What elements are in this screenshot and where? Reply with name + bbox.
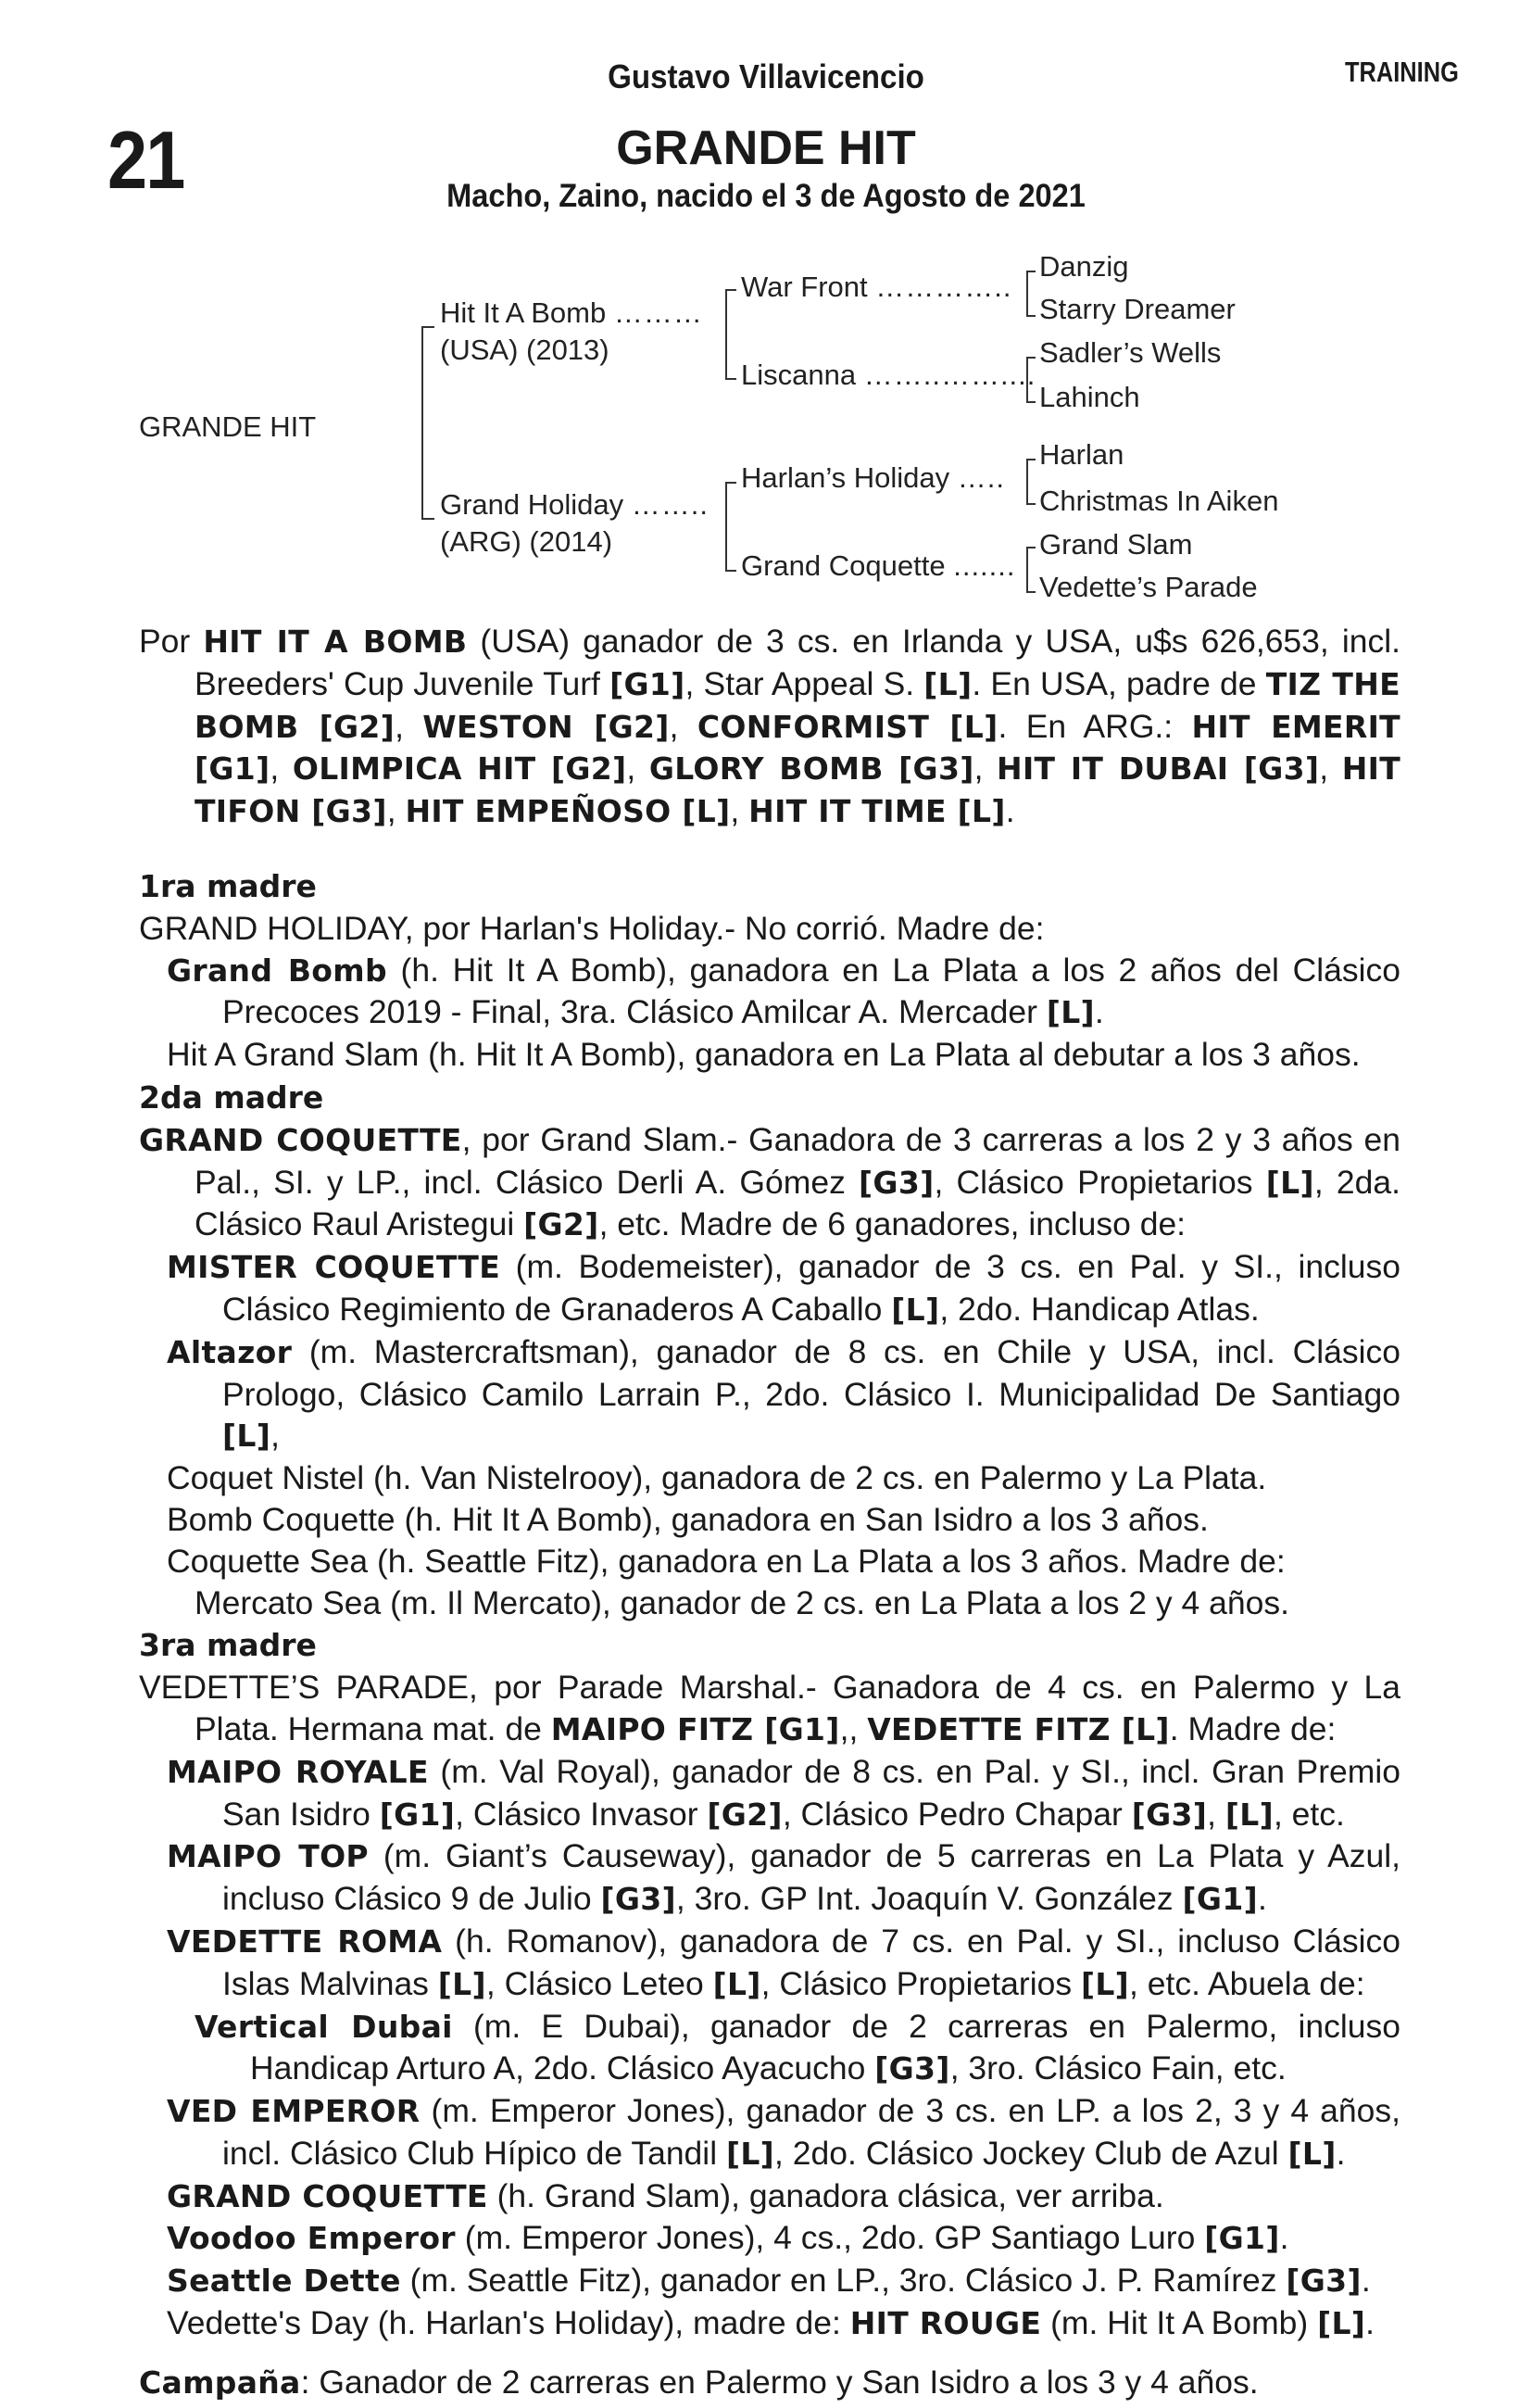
produce-entry: Hit A Grand Slam (h. Hit It A Bomb), ganadora en La Plata al debutar a los 3 años. xyxy=(167,1036,1361,1074)
pedigree-ancestor: Vedette’s Parade xyxy=(1039,571,1258,603)
campaign-label: Campaña xyxy=(139,2364,301,2401)
dam-origin: (ARG) (2014) xyxy=(440,525,613,558)
horse-name: GRANDE HIT xyxy=(616,121,916,175)
produce-entry: VEDETTE ROMA (h. Romanov), ganadora de 7 cs. en Pal. y SI., incluso Clásico Islas Malvinas [L], Clásico Leteo [L], Clásico Propietarios [L], etc. Abuela de: xyxy=(167,1922,1400,2002)
pedigree-ancestor: Harlan xyxy=(1039,438,1124,471)
third-dam-intro: VEDETTE’S PARADE, por Parade Marshal.- Ganadora de 4 cs. en Palermo y La Plata. Hermana mat. de MAIPO FITZ [G1],, VEDETTE FITZ [L]. Madre de: xyxy=(139,1669,1400,1747)
pedigree-bracket-sd xyxy=(1026,357,1036,403)
produce-entry: Coquette Sea (h. Seattle Fitz), ganadora en La Plata a los 3 años. Madre de: xyxy=(167,1542,1286,1580)
produce-entry: Vedette's Day (h. Harlan's Holiday), madre de: HIT ROUGE (m. Hit It A Bomb) [L]. xyxy=(167,2304,1375,2342)
catalogue-body xyxy=(139,621,1400,2404)
pedigree-bracket-dd xyxy=(1026,547,1036,593)
pedigree-dam: Grand Holiday …….. xyxy=(440,488,709,521)
pedigree-dam-dam: Grand Coquette ....... xyxy=(741,549,1016,582)
produce-entry: MAIPO ROYALE (m. Val Royal), ganador de 8 cs. en Pal. y SI., incl. Gran Premio San Isidro [G1], Clásico Invasor [G2], Clásico Pedro Chapar [G3], [L], etc. xyxy=(167,1752,1400,1833)
grand-produce-entry: Vertical Dubai (m. E Dubai), ganador de 2 carreras en Palermo, incluso Handicap Arturo A, 2do. Clásico Ayacucho [G3], 3ro. Clásico Fain, etc. xyxy=(195,2007,1400,2087)
grand-produce-entry: Mercato Sea (m. Il Mercato), ganador de 2 cs. en La Plata a los 2 y 4 años. xyxy=(195,1583,1289,1621)
produce-entry: Bomb Coquette (h. Hit It A Bomb), ganadora en San Isidro a los 3 años. xyxy=(167,1500,1209,1538)
pedigree-sire-dam: Liscanna ……..…….... xyxy=(741,359,1036,391)
pedigree-ancestor: Starry Dreamer xyxy=(1039,293,1236,325)
sire-origin: (USA) (2013) xyxy=(440,334,609,366)
pedigree-bracket-dam xyxy=(725,482,736,572)
pedigree-subject: GRANDE HIT xyxy=(139,410,317,443)
produce-entry: MAIPO TOP (m. Giant’s Causeway), ganador de 5 carreras en La Plata y Azul, incluso Clásico 9 de Julio [G3], 3ro. GP Int. Joaquín V. González [G1]. xyxy=(167,1837,1401,1918)
pedigree-ancestor: Christmas In Aiken xyxy=(1039,485,1279,517)
dam-name: Grand Holiday xyxy=(440,488,624,521)
produce-entry: Altazor (m. Mastercraftsman), ganador de 8 cs. en Chile y USA, incl. Clásico Prologo, Clásico Camilo Larrain P., 2do. Clásico I. Municipalidad De Santiago [L], xyxy=(167,1332,1400,1455)
pedigree-dam-sire: Harlan’s Holiday ….. xyxy=(741,461,1006,494)
pedigree-bracket-ss xyxy=(1026,271,1036,317)
campaign-record: Campaña: Ganador de 2 carreras en Palermo y San Isidro a los 3 y 4 años. xyxy=(139,2363,1259,2401)
second-dam-title: 2da madre xyxy=(139,1078,324,1116)
pedigree-bracket-gen1 xyxy=(421,326,434,520)
sire-name-bold: HIT IT A BOMB xyxy=(203,624,468,660)
pedigree-bracket-ds xyxy=(1026,459,1036,505)
produce-entry: Coquet Nistel (h. Van Nistelrooy), ganadora de 2 cs. en Palermo y La Plata. xyxy=(167,1459,1267,1497)
produce-entry: MISTER COQUETTE (m. Bodemeister), ganador de 3 cs. en Pal. y SI., incluso Clásico Regimiento de Granaderos A Caballo [L], 2do. Handicap Atlas. xyxy=(167,1248,1400,1328)
breeder-name: Gustavo Villavicencio xyxy=(608,57,924,95)
pedigree-ancestor: Sadler’s Wells xyxy=(1039,336,1222,369)
produce-entry: Seattle Dette (m. Seattle Fitz), ganador en LP., 3ro. Clásico J. P. Ramírez [G3]. xyxy=(167,2262,1371,2300)
horse-description: Macho, Zaino, nacido el 3 de Agosto de 2021 xyxy=(446,178,1086,214)
first-dam-intro: GRAND HOLIDAY, por Harlan's Holiday.- No corrió. Madre de: xyxy=(139,909,1045,947)
sire-name: Hit It A Bomb xyxy=(440,296,607,329)
first-dam-title: 1ra madre xyxy=(139,867,317,904)
produce-entry: GRAND COQUETTE (h. Grand Slam), ganadora clásica, ver arriba. xyxy=(167,2176,1164,2214)
produce-entry: Grand Bomb (h. Hit It A Bomb), ganadora en La Plata a los 2 años del Clásico Precoces 2019 - Final, 3ra. Clásico Amilcar A. Mercader [L]. xyxy=(167,951,1401,1031)
pedigree-ancestor: Lahinch xyxy=(1039,381,1140,413)
section-label: TRAINING xyxy=(1345,56,1459,88)
pedigree-sire: Hit It A Bomb ……… xyxy=(440,296,703,329)
pedigree-bracket-sire xyxy=(725,289,736,380)
sire-paragraph: Por HIT IT A BOMB (USA) ganador de 3 cs. en Irlanda y USA, u$s 626,653, incl. Breeders' Cup Juvenile Turf [G1], Star Appeal S. [L]. En USA, padre de TIZ THE BOMB [G2], WESTON [G2], CONFORMIST [L]. En ARG.: HIT EMERIT [G1], OLIMPICA HIT [G2], GLORY BOMB [G3], HIT IT DUBAI [G3], HIT TIFON [G3], HIT EMPEÑOSO [L], HIT IT TIME [L]. xyxy=(139,623,1401,830)
pedigree-ancestor: Grand Slam xyxy=(1039,528,1193,561)
pedigree-ancestor: Danzig xyxy=(1039,250,1129,283)
produce-entry: Voodoo Emperor (m. Emperor Jones), 4 cs., 2do. GP Santiago Luro [G1]. xyxy=(167,2219,1289,2257)
pedigree-sire-sire: War Front ………….. xyxy=(741,271,1012,303)
lot-number: 21 xyxy=(107,114,184,206)
produce-entry: VED EMPEROR (m. Emperor Jones), ganador de 3 cs. en LP. a los 2, 3 y 4 años, incl. Clásico Club Hípico de Tandil [L], 2do. Clásico Jockey Club de Azul [L]. xyxy=(167,2092,1400,2172)
second-dam-intro: GRAND COQUETTE, por Grand Slam.- Ganadora de 3 carreras a los 2 y 3 años en Pal., SI. y LP., incl. Clásico Derli A. Gómez [G3], Clásico Propietarios [L], 2da. Clásico Raul Aristegui [G2], etc. Madre de 6 ganadores, incluso de: xyxy=(139,1120,1400,1243)
third-dam-title: 3ra madre xyxy=(139,1627,317,1664)
